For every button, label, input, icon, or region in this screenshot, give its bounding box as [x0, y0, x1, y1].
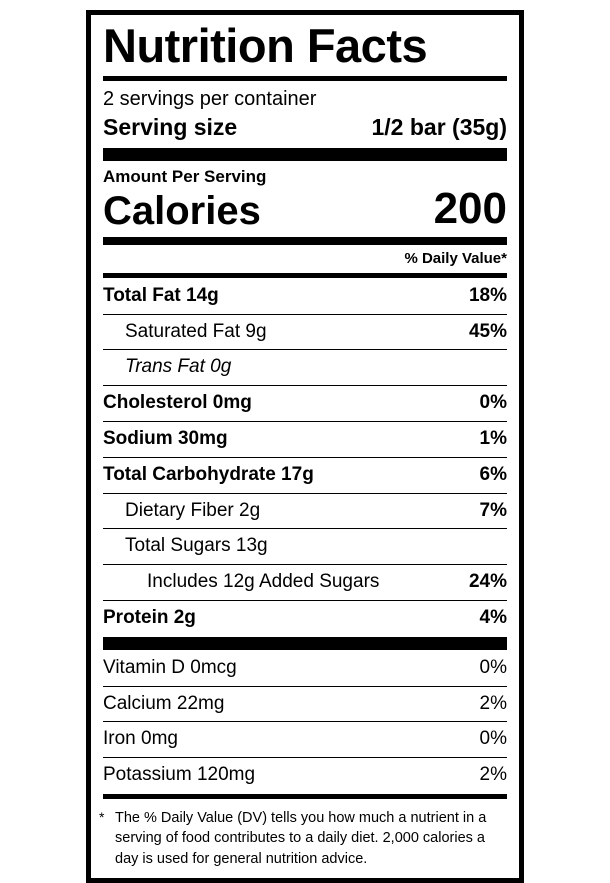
divider-calories-bottom [103, 237, 507, 245]
nutrient-pct: 6% [479, 463, 507, 485]
nutrient-pct: 7% [479, 499, 507, 521]
nutrient-row-cholesterol [103, 389, 507, 418]
divider [103, 528, 507, 529]
divider [103, 757, 507, 758]
nutrient-row-dietary-fiber [103, 497, 507, 526]
nutrient-pct: 0% [479, 392, 507, 414]
vitamin-pct: 2% [479, 764, 507, 786]
vitamin-row-iron [103, 725, 507, 754]
calories-label: Calories [103, 188, 261, 233]
calories-value: 200 [433, 183, 507, 233]
nutrient-row-added-sugars [103, 568, 507, 597]
nutrient-pct: 18% [468, 284, 507, 306]
divider [103, 721, 507, 722]
nutrient-row-trans-fat [103, 353, 507, 382]
divider [103, 600, 507, 601]
nutrient-name: Sodium 30mg [103, 427, 228, 449]
nutrition-facts-label [86, 10, 524, 883]
nutrient-name: Cholesterol 0mg [103, 392, 252, 414]
nutrient-name: Total Sugars 13g [125, 535, 268, 557]
divider-vitamins-top [103, 637, 507, 650]
nutrient-name: Trans Fat 0g [125, 356, 232, 378]
vitamin-row-vitamin-d [103, 654, 507, 683]
nutrient-name: Total Fat 14g [103, 284, 219, 306]
divider [103, 457, 507, 458]
vitamin-pct: 0% [479, 728, 507, 750]
divider [103, 686, 507, 687]
nutrient-pct: 45% [468, 320, 507, 342]
divider [103, 564, 507, 565]
nutrient-name: Includes 12g Added Sugars [147, 571, 380, 593]
nutrient-name: Dietary Fiber 2g [125, 499, 261, 521]
vitamin-name: Iron 0mg [103, 728, 178, 750]
vitamin-name: Potassium 120mg [103, 764, 256, 786]
page-title: Nutrition Facts [103, 19, 428, 72]
divider-dv-header [103, 273, 507, 278]
nutrient-row-total-fat [103, 282, 507, 311]
serving-size-label: Serving size [103, 113, 238, 140]
divider [103, 421, 507, 422]
divider-title [103, 76, 507, 81]
servings-per-container: 2 servings per container [103, 87, 317, 110]
amount-per-serving-label: Amount Per Serving [103, 166, 267, 186]
calories-row [103, 183, 507, 233]
nutrient-row-total-sugars [103, 532, 507, 561]
divider [103, 493, 507, 494]
nutrient-row-saturated-fat [103, 318, 507, 347]
nutrient-row-protein [103, 604, 507, 633]
nutrient-row-sodium [103, 425, 507, 454]
vitamin-pct: 0% [479, 656, 507, 678]
vitamin-row-calcium [103, 690, 507, 719]
divider [103, 314, 507, 315]
nutrient-name: Total Carbohydrate 17g [103, 463, 314, 485]
serving-size-value: 1/2 bar (35g) [371, 113, 507, 140]
footnote [99, 803, 507, 870]
vitamin-name: Vitamin D 0mcg [103, 656, 237, 678]
serving-size-row [103, 113, 507, 144]
vitamin-name: Calcium 22mg [103, 692, 225, 714]
daily-value-header: % Daily Value* [404, 249, 507, 267]
divider [103, 385, 507, 386]
nutrient-name: Saturated Fat 9g [125, 320, 267, 342]
nutrient-pct: 24% [468, 571, 507, 593]
divider-calories-top [103, 148, 507, 161]
nutrient-name: Protein 2g [103, 606, 196, 628]
vitamin-row-potassium [103, 761, 507, 790]
footnote-star: * [99, 808, 105, 825]
divider-footnote [103, 794, 507, 799]
footnote-text: The % Daily Value (DV) tells you how much a nutrient in a serving of food contributes to a daily diet. 2,000 calories a day is used for general nutrition advice. [115, 809, 487, 868]
nutrient-pct: 4% [479, 606, 507, 628]
vitamin-pct: 2% [479, 692, 507, 714]
divider [103, 349, 507, 350]
nutrient-row-total-carbohydrate [103, 461, 507, 490]
nutrient-pct: 1% [479, 427, 507, 449]
